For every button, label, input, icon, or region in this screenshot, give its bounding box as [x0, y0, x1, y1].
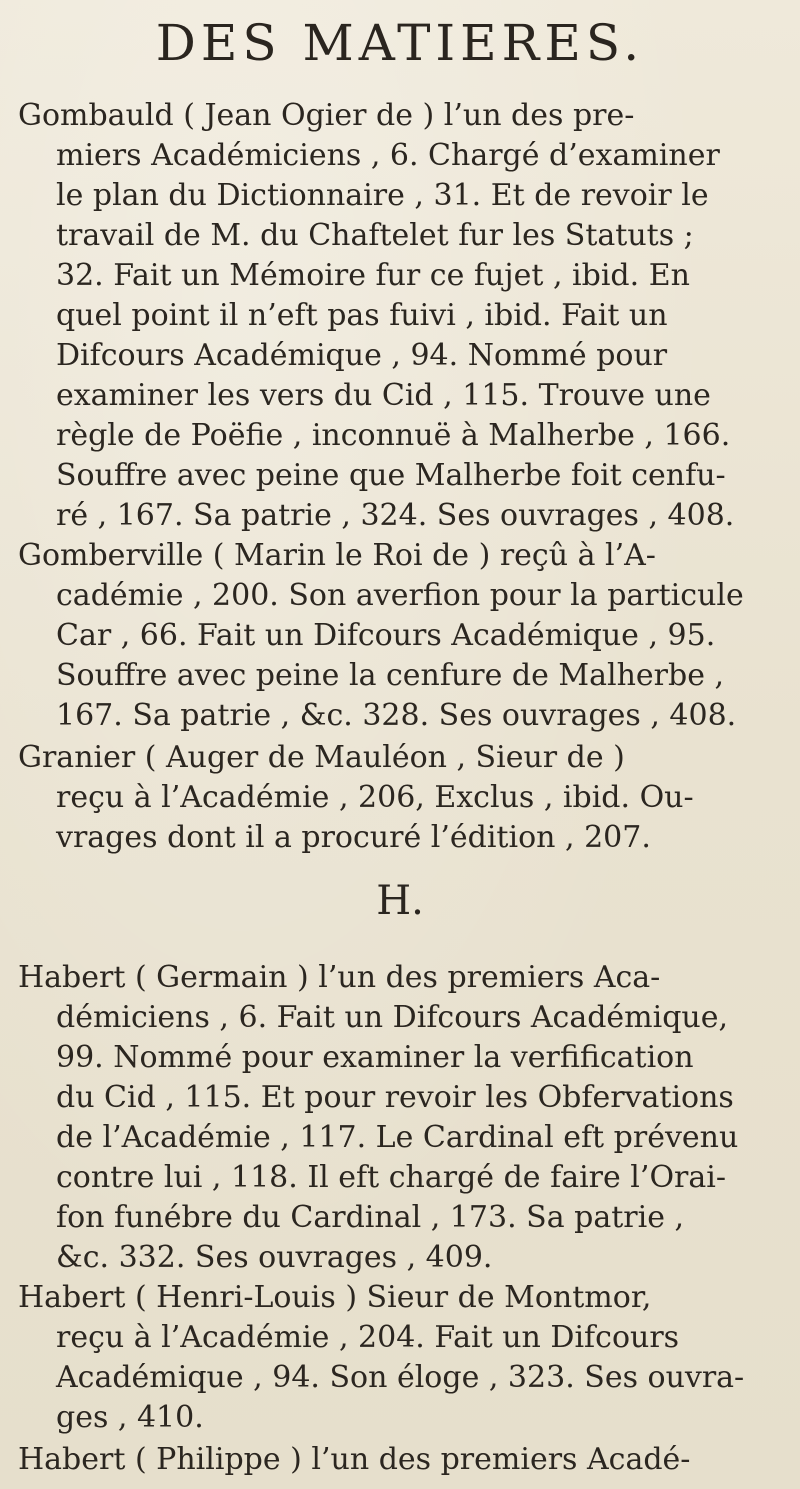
entry-line: du Cid , 115. Et pour revoir les Obfervations	[56, 1080, 734, 1115]
entry-line: le plan du Dictionnaire , 31. Et de revoir le	[56, 178, 709, 213]
entry-line: fon funébre du Cardinal , 173. Sa patrie ,	[56, 1200, 685, 1235]
entry-line: Habert ( Philippe ) l’un des premiers Acadé-	[18, 1442, 691, 1477]
entry-line: examiner les vers du Cid , 115. Trouve une	[56, 378, 711, 413]
entry-line: 167. Sa patrie , &c. 328. Ses ouvrages , 408.	[56, 698, 737, 733]
entry-line: Difcours Académique , 94. Nommé pour	[56, 338, 668, 373]
entry-line: reçu à l’Académie , 204. Fait un Difcours	[56, 1320, 680, 1355]
entry-line: 32. Fait un Mémoire fur ce fujet , ibid. En	[56, 258, 690, 293]
entry-line: règle de Poëfie , inconnuë à Malherbe , 166.	[56, 418, 731, 453]
entry-line: ré , 167. Sa patrie , 324. Ses ouvrages , 408.	[56, 498, 735, 533]
entry-line: Gombauld ( Jean Ogier de ) l’un des pre-	[18, 98, 635, 133]
entry-line: cadémie , 200. Son averfion pour la particule	[56, 578, 744, 613]
entry-line: Car , 66. Fait un Difcours Académique , 95.	[56, 618, 716, 653]
entry-line: Gomberville ( Marin le Roi de ) reçû à l’A-	[18, 538, 656, 573]
entry-line: Souffre avec peine que Malherbe foit cenfu-	[56, 458, 726, 493]
entry-line: Souffre avec peine la cenfure de Malherbe ,	[56, 658, 725, 693]
entry-line: Académique , 94. Son éloge , 323. Ses ouvra-	[56, 1360, 745, 1395]
entry-line: miers Académiciens , 6. Chargé d’examiner	[56, 138, 720, 173]
entry-line: 99. Nommé pour examiner la verfification	[56, 1040, 694, 1075]
entry-line: Granier ( Auger de Mauléon , Sieur de )	[18, 740, 625, 775]
entry-line: démiciens , 6. Fait un Difcours Académique,	[56, 1000, 729, 1035]
entry-line: quel point il n’eft pas fuivi , ibid. Fait un	[56, 298, 668, 333]
entry-line: ges , 410.	[56, 1400, 204, 1435]
entry-line: vrages dont il a procuré l’édition , 207.	[56, 820, 651, 855]
entry-line: Habert ( Germain ) l’un des premiers Aca-	[18, 960, 661, 995]
entry-line: Habert ( Henri-Louis ) Sieur de Montmor,	[18, 1280, 652, 1315]
entry-line: &c. 332. Ses ouvrages , 409.	[56, 1240, 493, 1275]
entry-line: travail de M. du Chaftelet fur les Statuts ;	[56, 218, 694, 253]
running-header: DES MATIERES.	[155, 14, 645, 72]
entry-line: reçu à l’Académie , 206, Exclus , ibid. Ou-	[56, 780, 694, 815]
entry-line: de l’Académie , 117. Le Cardinal eft prévenu	[56, 1120, 739, 1155]
entry-line: contre lui , 118. Il eft chargé de faire l’Orai-	[56, 1160, 726, 1195]
section-letter-heading: H.	[376, 878, 424, 924]
